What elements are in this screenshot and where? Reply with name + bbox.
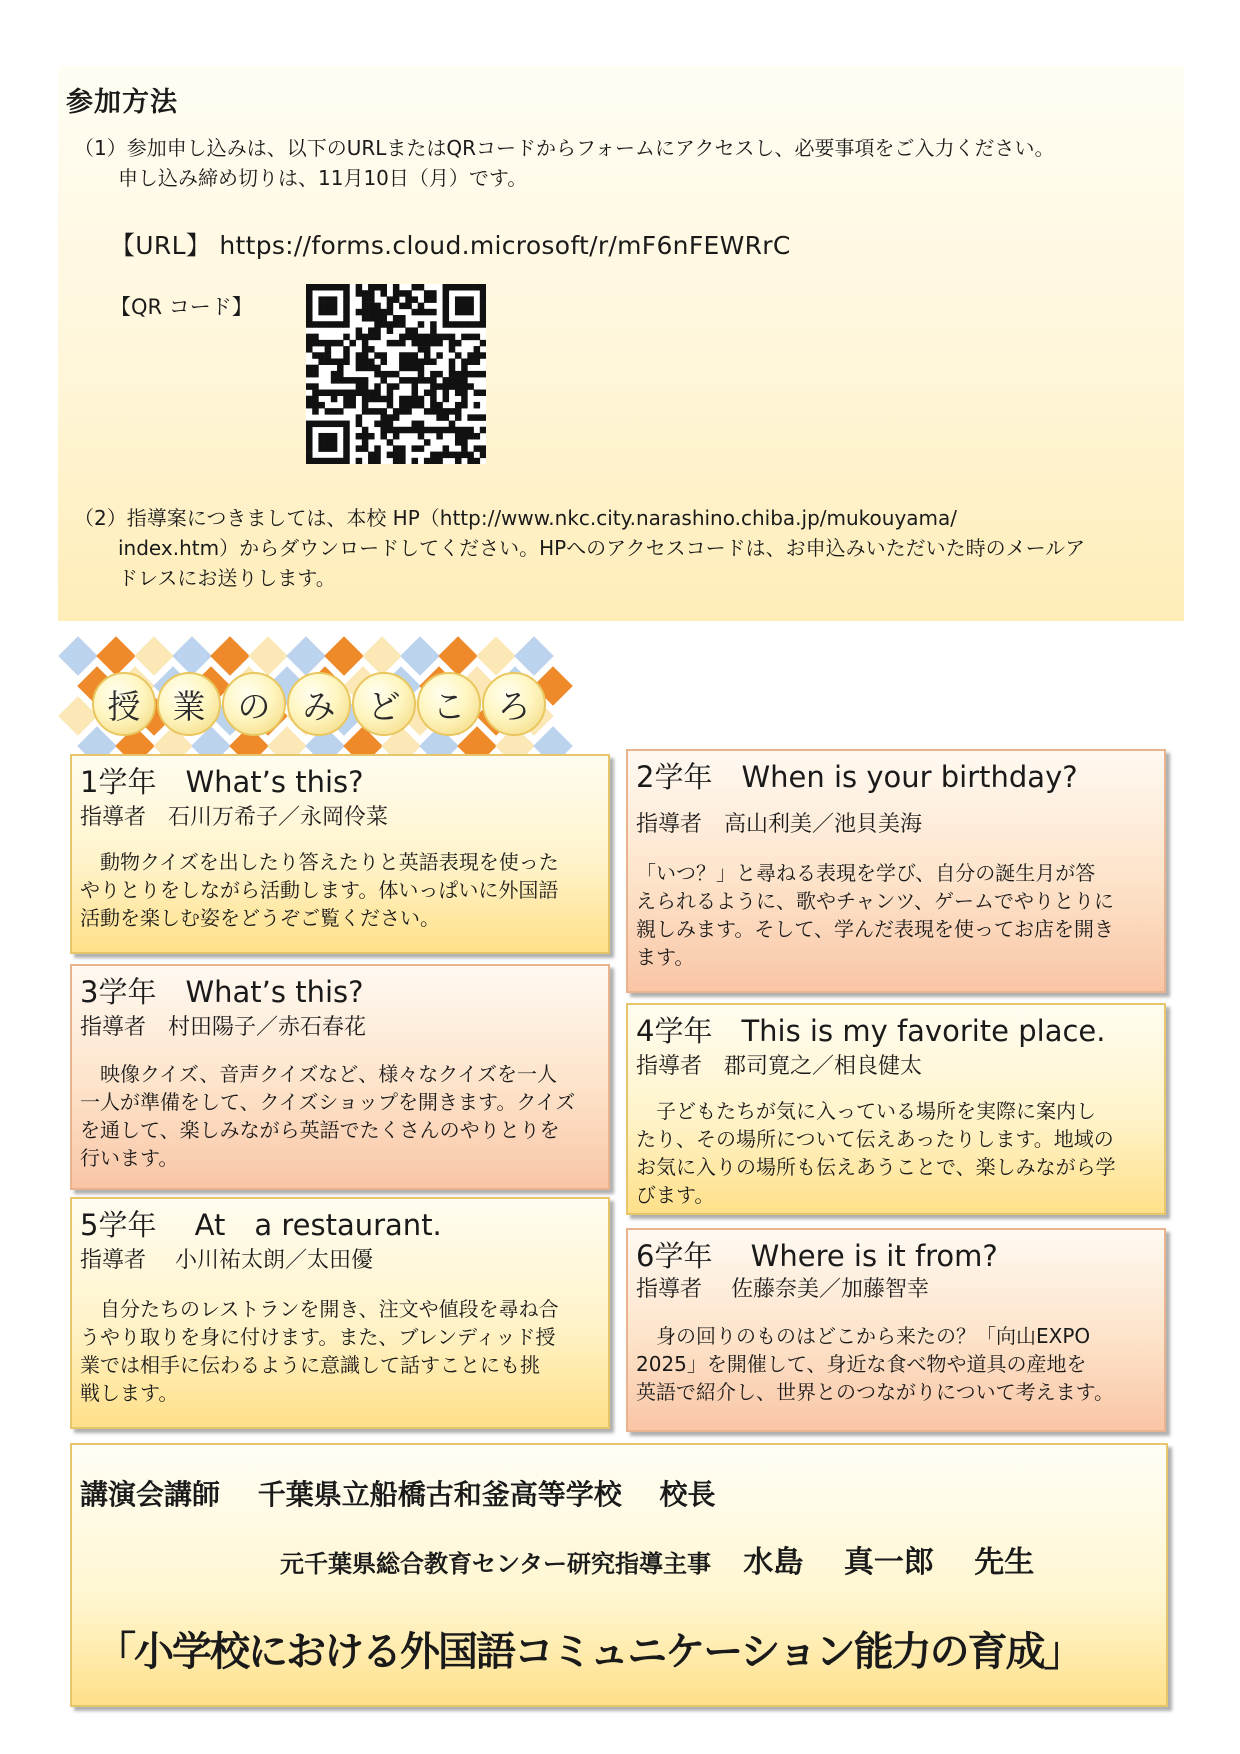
lecturer-affiliation: 講演会講師 千葉県立船橋古和釜高等学校 校長 — [80, 1478, 716, 1511]
card-teacher: 指導者 佐藤奈美／加藤智幸 — [636, 1277, 929, 1302]
banner-char: 業 — [157, 672, 221, 736]
card-body: 身の回りのものはどこから来たの？「向山EXPO 2025」を開催して、身近な食べ物や道具の産地を 英語で紹介し、世界とのつながりについて考えます。 — [636, 1324, 1114, 1404]
card-title: 4学年 This is my favorite place. — [636, 1014, 1106, 1048]
card-teacher: 指導者 郡司寛之／相良健太 — [636, 1054, 923, 1079]
qr-code-image — [306, 284, 486, 464]
card-title: 1学年 What’s this? — [80, 765, 364, 799]
grade1-card — [70, 754, 610, 954]
banner-char: こ — [417, 672, 481, 736]
lecture-title: 「小学校における外国語コミュニケーション能力の育成」 — [96, 1629, 1082, 1675]
card-title: 3学年 What’s this? — [80, 975, 364, 1009]
item2-text: （2）指導案につきましては、本校 HP（http://www.nkc.city.narashino.chiba.jp/mukouyama/ — [74, 506, 958, 530]
banner-char: み — [287, 672, 351, 736]
banner-char: 授 — [92, 672, 156, 736]
card-body: 子どもたちが気に入っている場所を実際に案内し たり、その場所について伝えあったりします。地域の お気に入りの場所も伝えあうことで、楽しみながら学 びます。 — [636, 1099, 1116, 1207]
card-title: 5学年 At a restaurant. — [80, 1208, 442, 1242]
banner-char: ろ — [482, 672, 546, 736]
section-title: 参加方法 — [66, 87, 178, 118]
lecturer-former-title: 元千葉県総合教育センター研究指導主事 — [280, 1550, 736, 1578]
lecturer-name-line — [280, 1537, 1034, 1581]
card-body: 映像クイズ、音声クイズなど、様々なクイズを一人 一人が準備をして、クイズショップを開きます。クイズ を通して、楽しみながら英語でたくさんのやりとりを 行います。 — [80, 1062, 576, 1170]
grade3-card — [70, 964, 610, 1190]
highlights-banner — [64, 642, 558, 764]
grade6-card — [626, 1228, 1166, 1432]
card-teacher: 指導者 小川祐太朗／太田優 — [80, 1248, 373, 1273]
grade5-card — [70, 1197, 610, 1429]
deadline-text: 申し込み締め切りは、11月10日（月）です。 — [118, 166, 528, 190]
banner-char: の — [222, 672, 286, 736]
card-body: 自分たちのレストランを開き、注文や値段を尋ね合 うやり取りを身に付けます。また、ブレンディッド授 業では相手に伝わるように意識して話すことにも挑 戦します。 — [80, 1297, 559, 1405]
item1-text: （1）参加申し込みは、以下のURLまたはQRコードからフォームにアクセスし、必要事項をご入力ください。 — [74, 136, 1055, 160]
item2-text: ドレスにお送りします。 — [118, 566, 336, 590]
card-teacher: 指導者 石川万希子／永岡伶菜 — [80, 805, 389, 830]
item2-text: index.htm）からダウンロードしてください。HPへのアクセスコードは、お申込みいただいた時のメールア — [118, 536, 1086, 560]
lecturer-name: 水島 真一郎 先生 — [743, 1545, 1035, 1580]
grade2-card — [626, 749, 1166, 993]
card-title: 6学年 Where is it from? — [636, 1239, 998, 1273]
form-url-link[interactable]: 【URL】 https://forms.cloud.microsoft/r/mF6nFEWRrC — [110, 231, 791, 260]
card-body: 動物クイズを出したり答えたりと英語表現を使った やりとりをしながら活動します。体いっぱいに外国語 活動を楽しむ姿をどうぞご覧ください。 — [80, 850, 559, 930]
card-teacher: 指導者 高山利美／池貝美海 — [636, 812, 923, 837]
card-body: 「いつ？」と尋ねる表現を学び、自分の誕生月が答 えられるように、歌やチャンツ、ゲームでやりとりに 親しみます。そして、学んだ表現を使ってお店を開き ます。 — [636, 861, 1114, 969]
qr-label: 【QR コード】 — [110, 295, 253, 319]
banner-char: ど — [352, 672, 416, 736]
card-teacher: 指導者 村田陽子／赤石春花 — [80, 1015, 367, 1040]
card-title: 2学年 When is your birthday? — [636, 760, 1078, 794]
grade4-card — [626, 1003, 1166, 1215]
qr-code[interactable] — [306, 284, 486, 464]
